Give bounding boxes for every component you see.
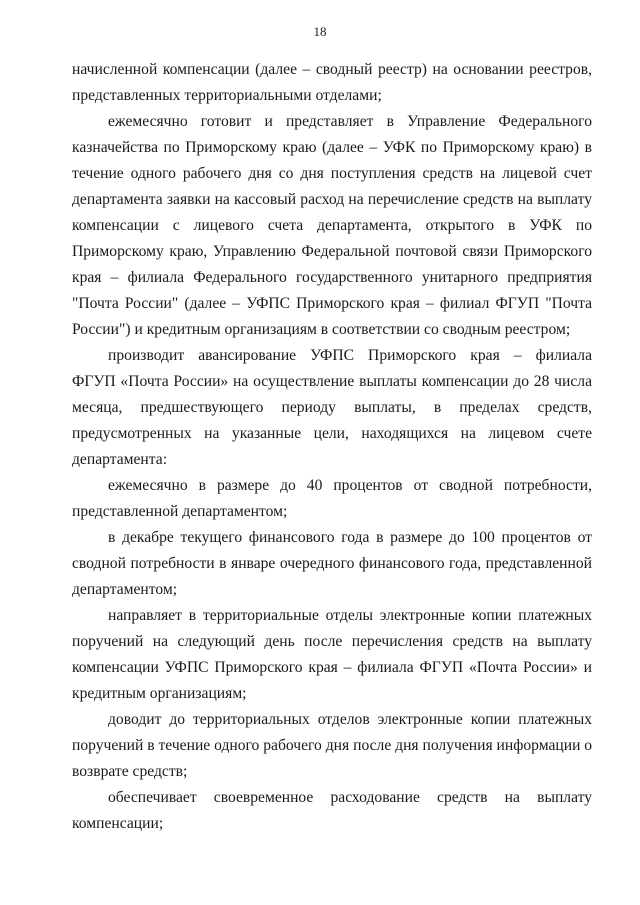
text-line: сводной потребности в январе очередного финансового года, представленной	[72, 555, 592, 572]
text-line: ежемесячно готовит и представляет в Управление Федерального	[108, 113, 592, 130]
text-line: "Почта России" (далее – УФПС Приморского края – филиал ФГУП "Почта	[72, 295, 592, 312]
text-line: течение одного рабочего дня со дня поступления средств на лицевой счет	[72, 165, 592, 182]
text-line: ежемесячно в размере до 40 процентов от сводной потребности,	[108, 477, 592, 494]
text-line: начисленной компенсации (далее – сводный реестр) на основании реестров,	[72, 61, 592, 78]
text-line: края – филиала Федерального государственного унитарного предприятия	[72, 269, 592, 286]
text-line: поручений в течение одного рабочего дня после дня получения информации о	[72, 737, 593, 754]
paragraph	[72, 603, 592, 707]
paragraph	[72, 707, 592, 785]
text-line: департаментом;	[72, 581, 178, 598]
page-number: 18	[313, 24, 327, 39]
text-line: компенсации с лицевого счета департамента, открытого в УФК по	[72, 217, 592, 234]
paragraph	[72, 57, 592, 109]
text-line: Приморскому краю, Управлению Федеральной почтовой связи Приморского	[72, 243, 592, 260]
text-line: казначейства по Приморскому краю (далее – УФК по Приморскому краю) в	[72, 139, 592, 156]
text-line: кредитным организациям;	[72, 685, 247, 702]
text-line: компенсации УФПС Приморского края – филиала ФГУП «Почта России» и	[72, 659, 592, 676]
paragraph	[72, 785, 592, 837]
text-line: предусмотренных на указанные цели, находящихся на лицевом счете	[72, 425, 592, 442]
text-line: департамента:	[72, 451, 168, 468]
text-line: России") и кредитным организациям в соответствии со сводным реестром;	[72, 321, 571, 338]
text-line: производит авансирование УФПС Приморского края – филиала	[108, 347, 592, 364]
document-body	[72, 57, 592, 837]
text-line: представленных территориальными отделами;	[72, 87, 382, 104]
text-line: доводит до территориальных отделов электронные копии платежных	[108, 711, 592, 728]
paragraph	[72, 109, 592, 343]
text-line: ФГУП «Почта России» на осуществление выплаты компенсации до 28 числа	[72, 373, 592, 390]
text-line: в декабре текущего финансового года в размере до 100 процентов от	[108, 529, 592, 546]
paragraph	[72, 343, 592, 473]
paragraph	[72, 473, 592, 525]
text-line: компенсации;	[72, 815, 164, 832]
paragraph	[72, 525, 592, 603]
text-line: обеспечивает своевременное расходование средств на выплату	[108, 789, 592, 806]
text-line: департамента заявки на кассовый расход на перечисление средств на выплату	[72, 191, 592, 208]
text-line: месяца, предшествующего периоду выплаты, в пределах средств,	[72, 399, 592, 416]
text-line: представленной департаментом;	[72, 503, 288, 520]
text-line: поручений на следующий день после перечисления средств на выплату	[72, 633, 592, 650]
text-line: направляет в территориальные отделы электронные копии платежных	[108, 607, 592, 624]
text-line: возврате средств;	[72, 763, 188, 780]
